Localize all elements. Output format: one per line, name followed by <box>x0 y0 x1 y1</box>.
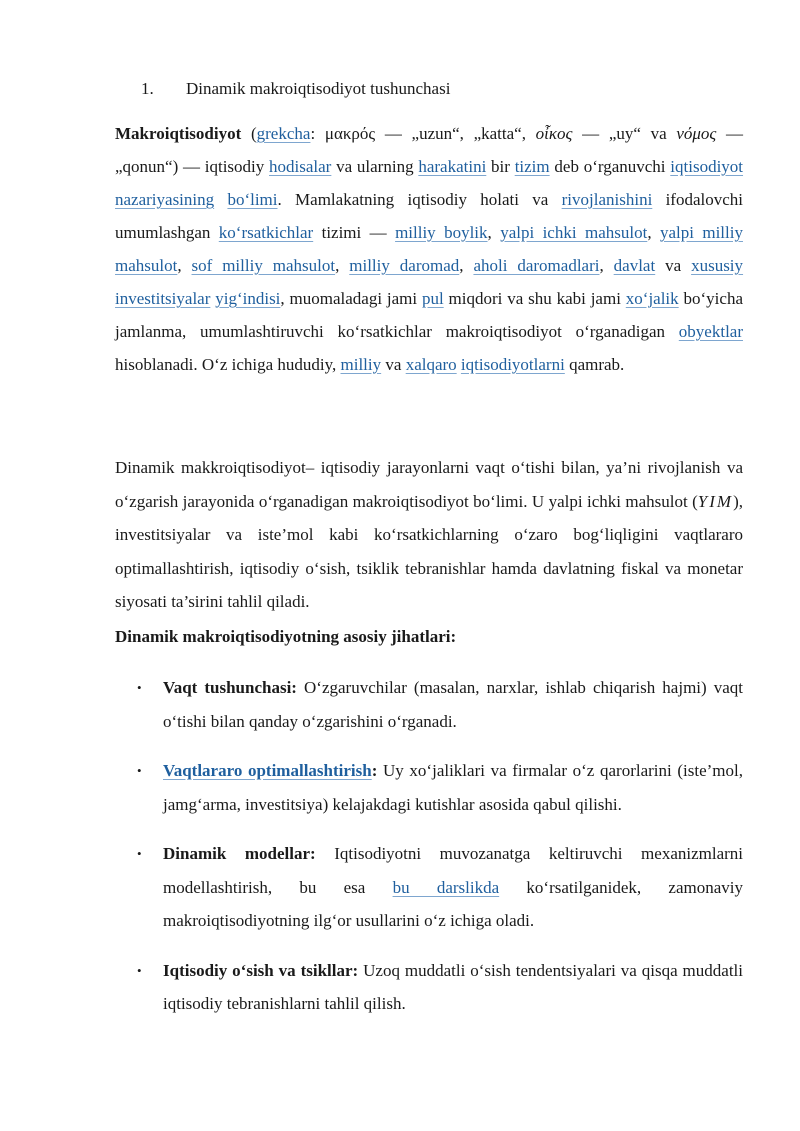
section-heading <box>141 76 450 102</box>
text: ( <box>241 124 257 143</box>
bullet-icon: • <box>137 846 142 861</box>
item-term: Dinamik modellar: <box>163 844 316 863</box>
text: bir <box>486 157 515 176</box>
greek-oikos: οἶκος <box>535 124 573 143</box>
item-text: ko‘rsatilganidek, zamonaviy makroiqtisodiyotning ilg‘or usullarini o‘z ichiga oladi. <box>163 877 743 930</box>
term-makroiqtisodiyot: Makroiqtisodiyot <box>115 124 242 143</box>
text: Dinamik makkroiqtisodiyot– iqtisodiy jarayonlarni vaqt o‘tishi bilan, ya’ni rivojlanish va o‘zgarish jarayonida o‘rganadigan makroiqtisodiyot bo‘limi. U yalpi ichki mahsulot ( <box>115 458 743 511</box>
text: — „uy“ va <box>572 124 677 143</box>
text: ifodalovchi umumlashgan <box>115 190 744 242</box>
text: , <box>177 256 192 275</box>
section-title: Dinamik makroiqtisodiyot tushunchasi <box>186 79 451 98</box>
link-bolimi[interactable]: bo‘limi <box>227 190 278 209</box>
item-text: O‘zgaruvchilar (masalan, narxlar, ishlab chiqarish hajmi) vaqt o‘tishi bilan qanday o‘zgarishini o‘rganadi. <box>163 678 743 731</box>
link-xususiy[interactable]: xususiy <box>691 256 744 275</box>
text: hisoblanadi. O‘z ichiga hududiy, <box>115 355 341 374</box>
link-sof-milliy-mahsulot[interactable]: sof milliy mahsulot <box>191 256 336 275</box>
text: : μακρός — „uzun“, „katta“, <box>310 124 536 143</box>
link-yalpi-milliy-mahsulot[interactable]: yalpi milliy mahsulot <box>115 223 743 275</box>
link-hodisalar[interactable]: hodisalar <box>269 157 332 176</box>
link-bu-darslikda[interactable]: bu darslikda <box>392 877 500 897</box>
text: va ularning <box>331 157 419 176</box>
text <box>214 190 227 209</box>
bullet-icon: • <box>137 962 142 978</box>
text: , <box>487 223 501 242</box>
section-number: 1. <box>141 79 154 98</box>
list-item <box>115 754 743 821</box>
list-item <box>115 671 743 738</box>
subheading: Dinamik makroiqtisodiyotning asosiy jihatlari: <box>115 627 457 646</box>
link-milliy-daromad[interactable]: milliy daromad <box>349 256 460 275</box>
paragraph-dynamic-macro <box>115 451 743 619</box>
link-pul[interactable]: pul <box>421 289 444 308</box>
link-iqtisodiyotlarni[interactable]: iqtisodiyotlarni <box>460 355 565 374</box>
item-term-colon: : <box>371 761 378 780</box>
link-grekcha[interactable]: grekcha <box>256 124 311 143</box>
link-investitsiyalar[interactable]: investitsiyalar <box>115 289 211 308</box>
math-yim: YIM <box>697 491 734 511</box>
link-harakatini[interactable]: harakatini <box>418 157 487 176</box>
link-xalqaro[interactable]: xalqaro <box>405 355 457 374</box>
link-aholi-daromadlari[interactable]: aholi daromadlari <box>473 256 600 275</box>
text: . Mamlakatning iqtisodiy holati va <box>277 190 562 209</box>
text: , <box>647 223 660 242</box>
text: miqdori va shu kabi jami <box>443 289 626 308</box>
link-milliy[interactable]: milliy <box>340 355 382 374</box>
link-obyektlar[interactable]: obyektlar <box>678 322 743 341</box>
text: qamrab. <box>564 355 625 374</box>
greek-nomos: νόμος <box>676 124 717 143</box>
link-milliy-boylik[interactable]: milliy boylik <box>395 223 488 242</box>
item-text: Iqtisodiyotni muvozanatga keltiruvchi mexanizmlarni modellashtirish, bu esa <box>163 844 744 897</box>
text: , muomaladagi jami <box>280 289 422 308</box>
item-term: Vaqt tushunchasi: <box>163 678 297 697</box>
text: ), investitsiyalar va iste’mol kabi ko‘rsatkichlarning o‘zaro bog‘liqligini vaqtlararo optimallashtirish, iqtisodiy o‘sish, tsiklik tebranishlar hamda davlatning fiskal va monetar siyosati ta’sirini tahlil qiladi. <box>115 491 743 611</box>
text: , <box>335 256 350 275</box>
item-text: Uy xo‘jaliklari va firmalar o‘z qarorlarini (iste’mol, jamg‘arma, investitsiya) kelajakdagi kutishlar asosida qabul qilishi. <box>163 761 743 814</box>
text: — „qonun“) — iqtisodiy <box>115 124 744 176</box>
link-davlat[interactable]: davlat <box>613 256 656 275</box>
text: deb o‘rganuvchi <box>549 157 671 176</box>
link-tizim[interactable]: tizim <box>514 157 550 176</box>
list-item <box>115 954 743 1021</box>
bullet-icon: • <box>137 680 142 695</box>
link-rivojlanishini[interactable]: rivojlanishini <box>561 190 653 209</box>
text: , <box>459 256 474 275</box>
link-xojalik[interactable]: xo‘jalik <box>625 289 679 308</box>
item-term: Iqtisodiy o‘sish va tsikllar: <box>163 960 359 980</box>
text: , <box>599 256 614 275</box>
link-korsatkichlar[interactable]: ko‘rsatkichlar <box>218 223 314 242</box>
text: bo‘yicha jamlanma, umumlashtiruvchi ko‘rsatkichlar makroiqtisodiyot o‘rganadigan <box>115 289 743 341</box>
link-vaqtlararo-optimallashtirish[interactable]: Vaqtlararo optimallashtirish <box>163 761 372 780</box>
link-yalpi-ichki-mahsulot[interactable]: yalpi ichki mahsulot <box>500 223 648 242</box>
text: va <box>381 355 406 374</box>
link-yigindisi[interactable]: yig‘indisi <box>215 289 281 308</box>
aspects-list <box>115 671 743 1037</box>
paragraph-definition <box>115 117 743 381</box>
text: tizimi — <box>313 223 396 242</box>
link-iqtisodiyot-nazariyasi[interactable]: iqtisodiyot nazariyasining <box>115 157 744 209</box>
list-item <box>115 837 743 938</box>
item-text: Uzoq muddatli o‘sish tendentsiyalari va qisqa muddatli iqtisodiy tebranishlarni tahlil qilish. <box>163 960 743 1013</box>
text: va <box>655 256 692 275</box>
bullet-icon: • <box>137 763 142 778</box>
